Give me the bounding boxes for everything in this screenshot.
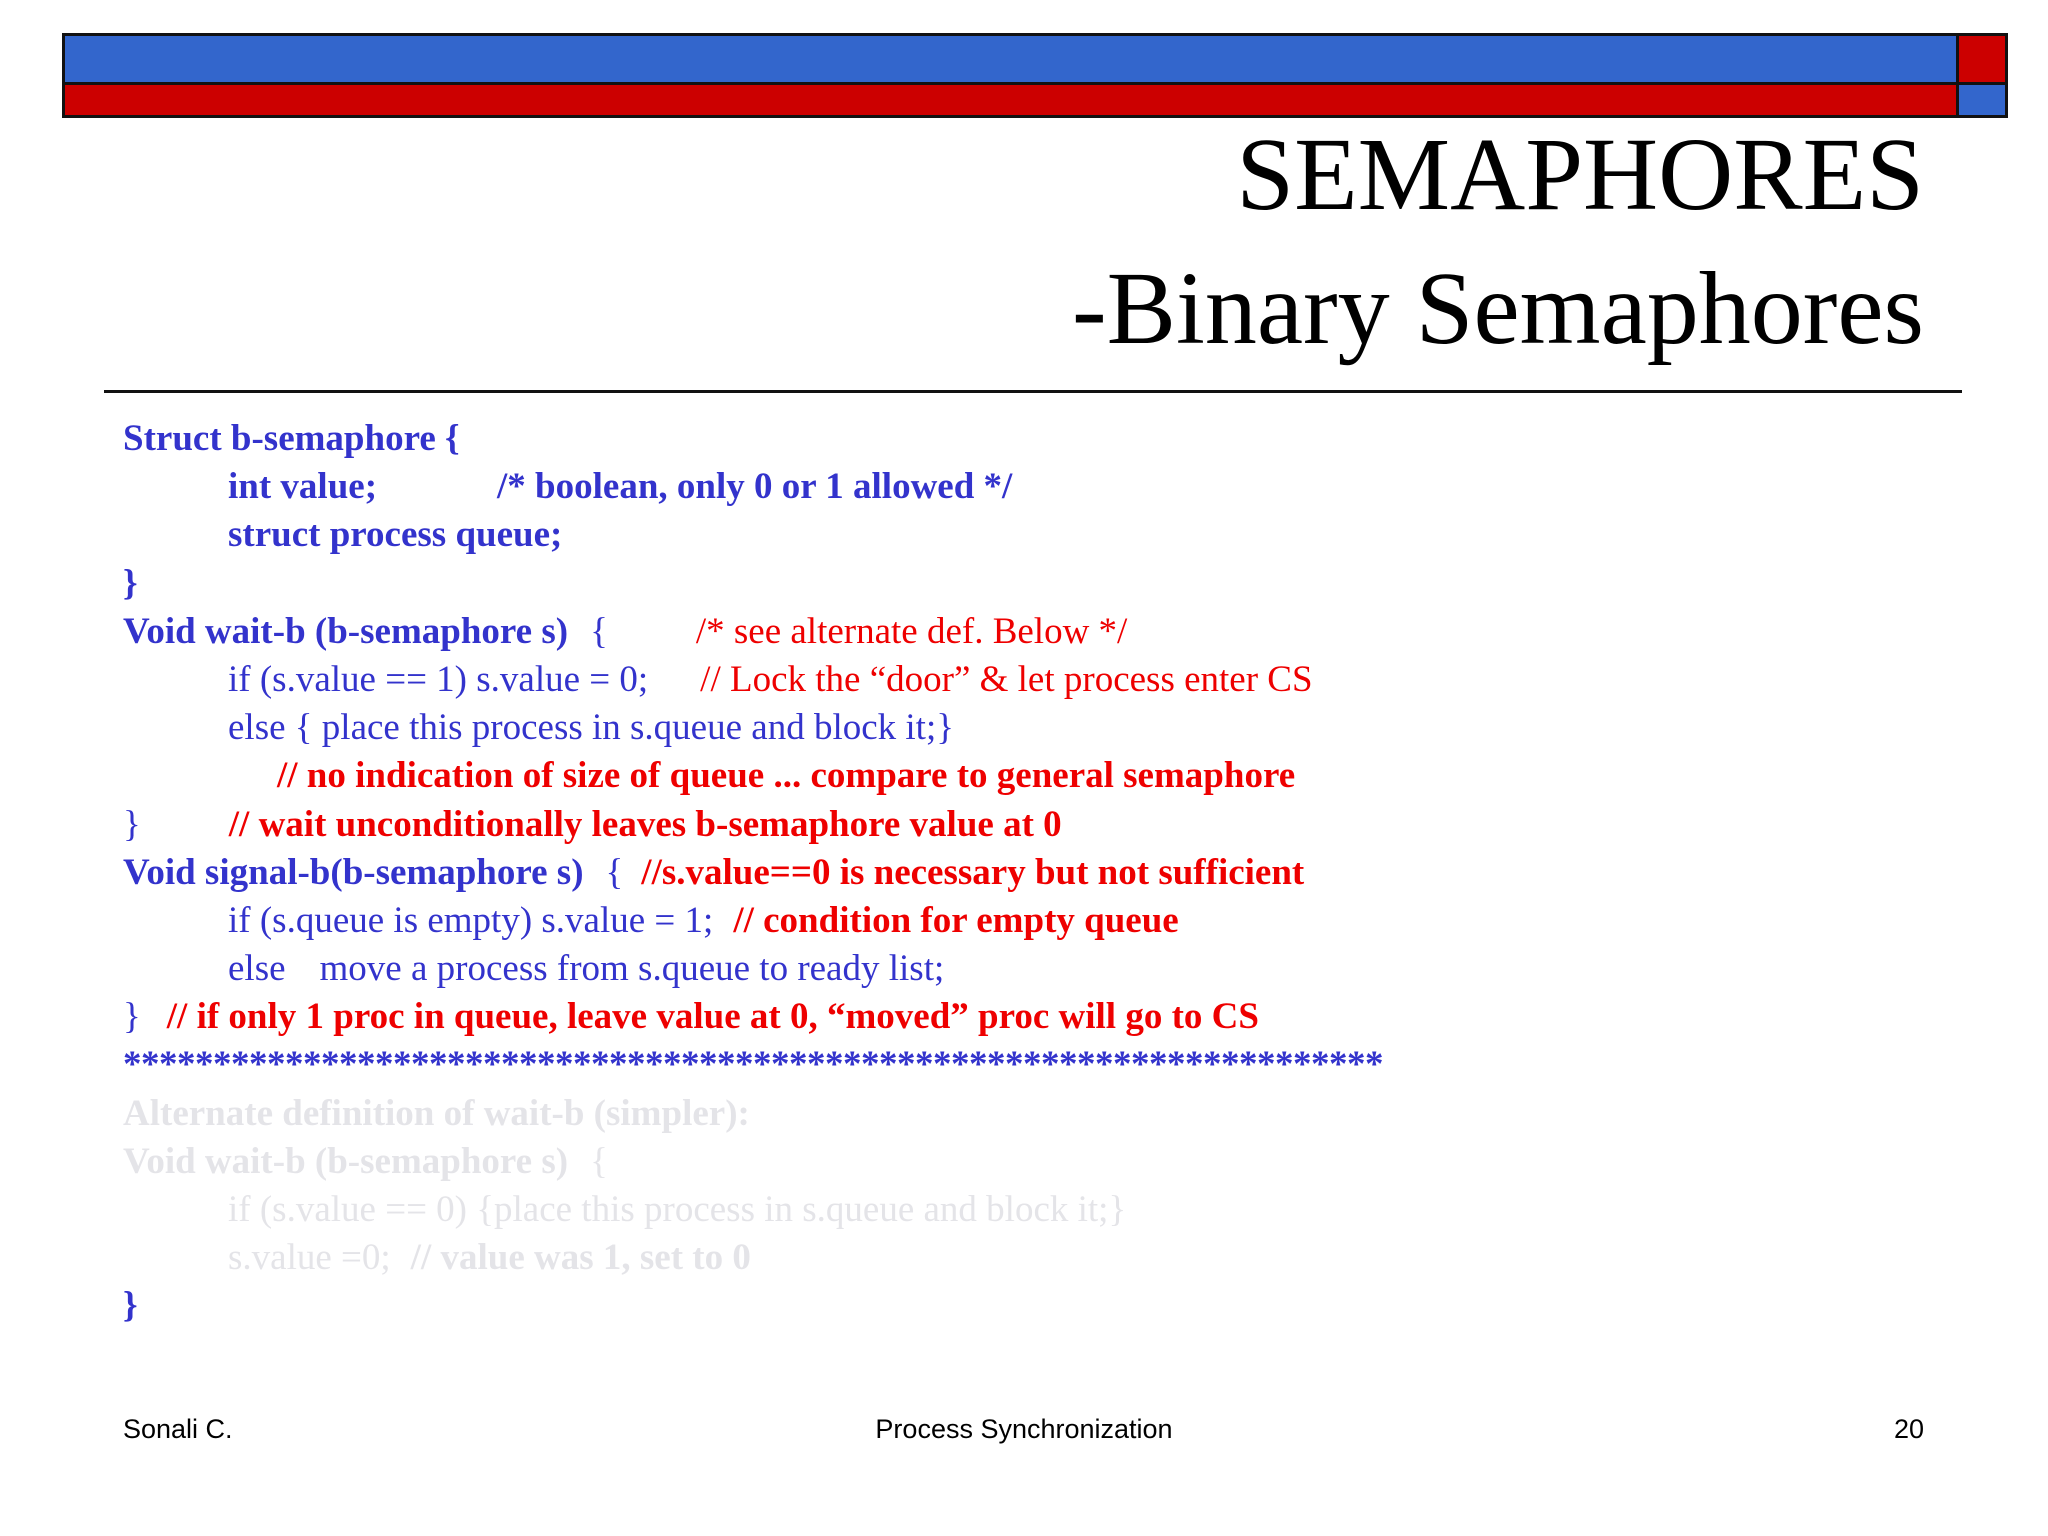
code-signal-signature: Void signal-b(b-semaphore s)	[123, 851, 584, 893]
code-line-3: struct process queue;	[228, 514, 563, 556]
header-blue-bar	[62, 33, 1959, 85]
code-line-8: // no indication of size of queue ... compare to general semaphore	[277, 755, 1296, 797]
code-alt-brace: {	[590, 1140, 608, 1182]
code-comment-boolean: /* boolean, only 0 or 1 allowed */	[497, 466, 1013, 508]
code-block	[123, 415, 1923, 1331]
code-comment-lock: // Lock the “door” & let process enter CS	[700, 658, 1313, 700]
code-wait-brace: {	[590, 610, 608, 652]
code-wait-signature: Void wait-b (b-semaphore s)	[123, 610, 569, 652]
code-alt-comment: // value was 1, set to 0	[410, 1237, 751, 1279]
code-close-brace-2: }	[123, 996, 141, 1038]
code-line-7: else { place this process in s.queue and block it;}	[228, 707, 954, 749]
code-close-brace: }	[123, 803, 141, 845]
slide-title	[1072, 108, 1924, 376]
title-line-1: SEMAPHORES	[1236, 117, 1924, 232]
code-line-16	[123, 1138, 1923, 1186]
code-if-queue-empty: if (s.queue is empty) s.value = 1;	[228, 899, 714, 941]
footer-author: Sonali C.	[123, 1414, 233, 1444]
code-line-9	[123, 801, 1923, 849]
code-line-2	[123, 463, 1923, 511]
code-line-1: Struct b-semaphore {	[123, 418, 460, 459]
title-line-2: -Binary Semaphores	[1071, 251, 1924, 366]
code-if-value: if (s.value == 1) s.value = 0;	[228, 658, 649, 700]
code-line-13	[123, 993, 1923, 1041]
header-corner-blue-square	[1956, 82, 2008, 118]
code-line-10	[123, 849, 1923, 897]
code-line-12	[123, 945, 1923, 993]
code-line-6	[123, 656, 1923, 704]
title-divider	[104, 390, 1962, 393]
code-signal-brace: {	[605, 851, 624, 893]
header-corner-red-square	[1956, 33, 2008, 85]
code-line-4: }	[123, 562, 138, 604]
code-move-process: move a process from s.queue to ready list;	[319, 948, 945, 990]
code-comment-empty-queue: // condition for empty queue	[733, 899, 1179, 941]
code-else: else	[228, 948, 286, 990]
code-line-5	[123, 608, 1923, 656]
code-comment-unconditional: // wait unconditionally leaves b-semaphore value at 0	[228, 803, 1062, 845]
code-alt-set-value: s.value =0;	[228, 1237, 391, 1279]
code-line-19: }	[123, 1285, 138, 1327]
footer-page-number: 20	[1893, 1414, 1924, 1444]
footer-topic: Process Synchronization	[875, 1414, 1173, 1444]
code-comment-alternate: /* see alternate def. Below */	[695, 610, 1128, 652]
code-comment-necessary: //s.value==0 is necessary but not sufficient	[641, 851, 1305, 893]
code-separator: **********************************************************************	[123, 1044, 1383, 1086]
code-int-value: int value;	[228, 466, 378, 508]
code-line-18	[123, 1234, 1923, 1282]
code-line-17: if (s.value == 0) {place this process in s.queue and block it;}	[228, 1189, 1127, 1230]
code-line-11	[123, 897, 1923, 945]
code-comment-only-one: // if only 1 proc in queue, leave value at 0, “moved” proc will go to CS	[166, 996, 1259, 1038]
code-alt-signature: Void wait-b (b-semaphore s)	[123, 1140, 569, 1182]
code-alt-heading: Alternate definition of wait-b (simpler):	[123, 1092, 750, 1134]
